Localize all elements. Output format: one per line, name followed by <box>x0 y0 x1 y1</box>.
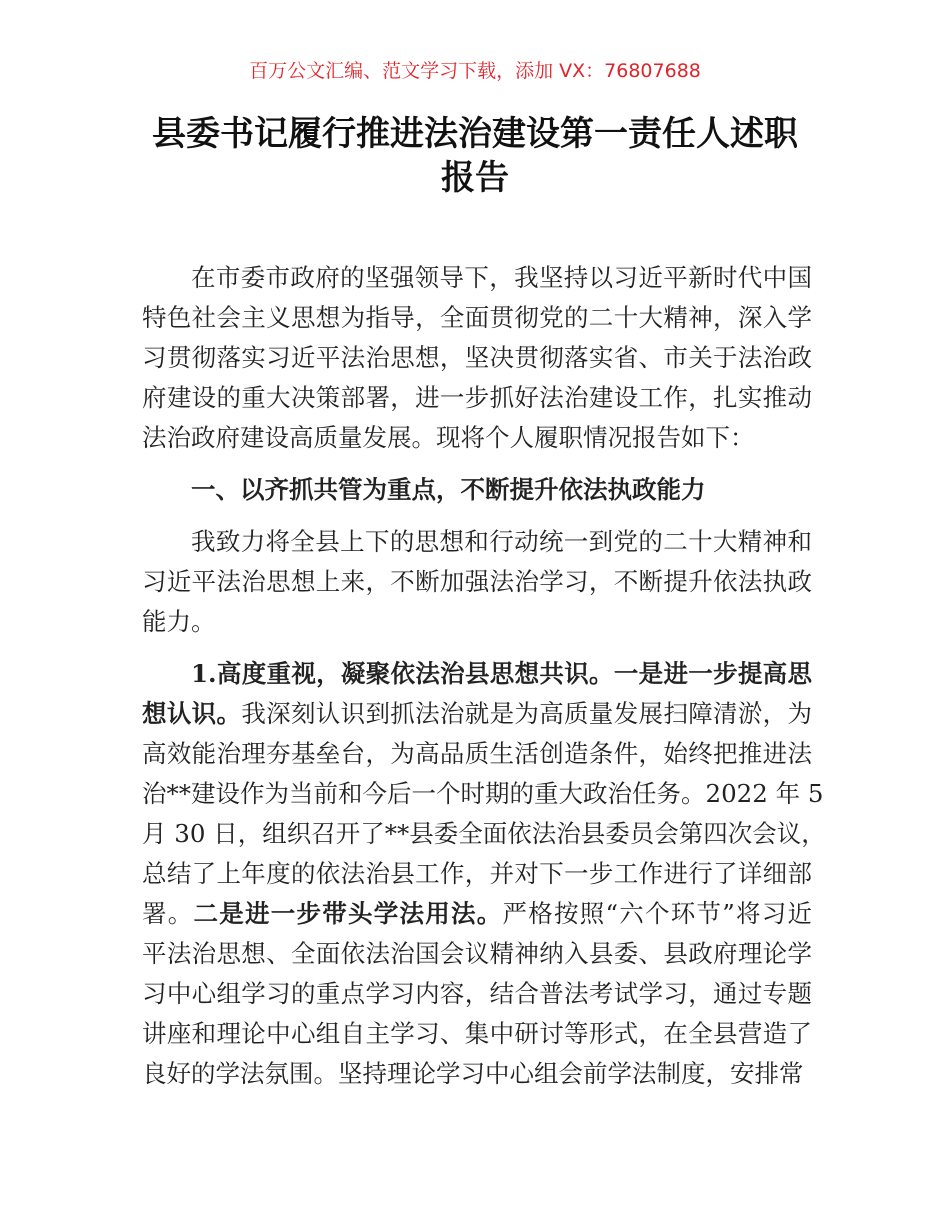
bold-text: 一、以齐抓共管为重点，不断提升依法执政能力 <box>191 475 706 504</box>
text-line <box>142 854 812 894</box>
text-line <box>142 522 812 562</box>
paragraph <box>142 654 826 1094</box>
title-line-1: 县委书记履行推进法治建设第一责任人述职 <box>152 114 798 154</box>
text: 在市委市政府的坚强领导下，我坚持以习近平新时代中国 <box>191 263 812 292</box>
text-line <box>142 1054 812 1094</box>
text: 习近平法治思想上来，不断加强法治学习，不断提升依法执政 <box>142 567 812 596</box>
text: 习贯彻落实习近平法治思想，坚决贯彻落实省、市关于法治政 <box>142 343 812 372</box>
document-body <box>142 258 826 1094</box>
text: 良好的学法氛围。坚持理论学习中心组会前学法制度，安排常 <box>142 1059 804 1088</box>
text-line <box>142 602 812 642</box>
text-line <box>142 1014 812 1054</box>
text-line <box>142 418 812 458</box>
text-line <box>142 562 812 602</box>
text-line <box>142 338 812 378</box>
text: 特色社会主义思想为指导，全面贯彻党的二十大精神，深入学 <box>142 303 812 332</box>
text: 月 30 日，组织召开了**县委全面依法治县委员会第四次会议， <box>142 819 826 848</box>
text: 总结了上年度的依法治县工作，并对下一步工作进行了详细部 <box>142 859 812 888</box>
text: 我深刻认识到抓法治就是为高质量发展扫障清淤，为 <box>241 699 813 728</box>
text-line <box>142 694 812 734</box>
text: 高效能治理夯基垒台，为高品质生活创造条件，始终把推进法 <box>142 739 812 768</box>
text: 讲座和理论中心组自主学习、集中研讨等形式，在全县营造了 <box>142 1019 812 1048</box>
text-line <box>142 378 812 418</box>
text-line <box>142 298 812 338</box>
text: 平法治思想、全面依法治国会议精神纳入县委、县政府理论学 <box>142 939 812 968</box>
text: 法治政府建设高质量发展。现将个人履职情况报告如下： <box>142 423 755 452</box>
text-line <box>142 974 812 1014</box>
text: 府建设的重大决策部署，进一步抓好法治建设工作，扎实推动 <box>142 383 812 412</box>
document-title <box>0 112 950 200</box>
paragraph <box>142 522 812 642</box>
section-heading <box>142 470 812 510</box>
text: 我致力将全县上下的思想和行动统一到党的二十大精神和 <box>191 527 812 556</box>
text-line <box>142 894 812 934</box>
paragraph <box>142 258 812 458</box>
text-line <box>142 654 812 694</box>
download-banner: 百万公文汇编、范文学习下载，添加 VX：76807688 <box>249 60 701 82</box>
text: 治**建设作为当前和今后一个时期的重大政治任务。2022 年 5 <box>142 779 824 808</box>
text: 习中心组学习的重点学习内容，结合普法考试学习，通过专题 <box>142 979 812 1008</box>
text-line <box>142 734 812 774</box>
text: 能力。 <box>142 607 216 636</box>
title-line-2: 报告 <box>441 158 509 198</box>
text-line <box>142 470 812 510</box>
text-line <box>142 774 824 814</box>
bold-text: 二是进一步带头学法用法。 <box>193 899 503 928</box>
text: 署。 <box>142 899 194 928</box>
text-line <box>142 258 812 298</box>
text: 严格按照“六个环节”将习近 <box>502 899 813 928</box>
bold-text: 1.高度重视，凝聚依法治县思想共识。一是进一步提高思 <box>191 659 812 688</box>
bold-text: 想认识。 <box>142 699 242 728</box>
text-line <box>142 814 826 854</box>
text-line <box>142 934 812 974</box>
